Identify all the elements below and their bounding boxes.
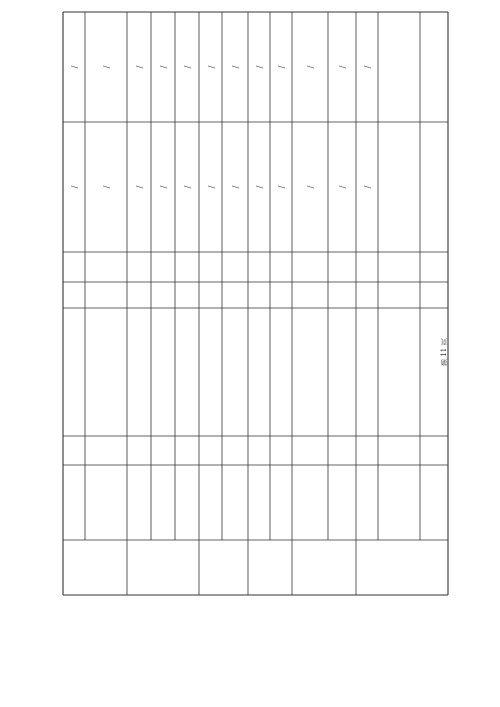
monitoring-point-label — [127, 540, 199, 595]
empty-mark: / — [206, 185, 215, 189]
empty-mark: / — [362, 65, 372, 69]
empty-mark: / — [337, 185, 347, 189]
parameter-cell — [175, 465, 199, 540]
parameter-cell — [292, 465, 328, 540]
method-cell — [248, 252, 270, 282]
limit-cell — [222, 282, 248, 308]
empty-mark: / — [230, 65, 240, 69]
empty-mark: / — [182, 65, 192, 69]
page-number: 第 11 页 — [440, 338, 448, 366]
empty-mark: / — [276, 185, 286, 189]
empty-mark: / — [69, 65, 79, 69]
limit-cell — [175, 282, 199, 308]
monitoring-point-label — [356, 540, 378, 595]
method-cell — [270, 252, 292, 282]
empty-mark: / — [230, 185, 240, 189]
parameter-cell — [248, 465, 270, 540]
limit-cell — [127, 282, 151, 308]
method-cell — [151, 252, 175, 282]
empty-mark: / — [101, 185, 111, 189]
empty-mark: / — [101, 65, 111, 69]
limit-cell — [270, 282, 292, 308]
empty-mark: / — [134, 185, 144, 189]
method-cell — [328, 252, 356, 282]
method-cell — [85, 252, 127, 282]
monitoring-point-label — [199, 540, 248, 595]
parameter-cell — [63, 465, 85, 540]
monitoring-point-label — [248, 540, 292, 595]
empty-mark: / — [254, 65, 264, 69]
parameter-cell — [270, 465, 292, 540]
empty-mark: / — [158, 65, 168, 69]
empty-mark: / — [276, 65, 286, 69]
method-cell — [199, 252, 222, 282]
empty-mark: / — [337, 65, 347, 69]
empty-mark: / — [254, 185, 264, 189]
parameter-cell — [127, 465, 151, 540]
limit-cell — [199, 282, 222, 308]
method-cell — [222, 252, 248, 282]
method-cell — [127, 252, 151, 282]
parameter-cell — [328, 465, 356, 540]
empty-mark: / — [182, 185, 192, 189]
empty-mark: / — [134, 65, 144, 69]
parameter-cell — [151, 465, 175, 540]
method-cell — [63, 252, 85, 282]
empty-mark: / — [206, 65, 215, 69]
method-cell — [356, 252, 378, 282]
parameter-cell — [356, 465, 378, 540]
limit-cell — [248, 282, 270, 308]
empty-mark: / — [158, 185, 168, 189]
limit-cell — [151, 282, 175, 308]
limit-cell — [63, 282, 85, 308]
limit-cell — [85, 282, 127, 308]
parameter-cell — [85, 465, 127, 540]
parameter-cell — [222, 465, 248, 540]
empty-mark: / — [69, 185, 79, 189]
method-cell — [292, 252, 328, 282]
empty-mark: / — [305, 65, 315, 69]
limit-cell — [328, 282, 356, 308]
monitoring-point-label — [292, 540, 356, 595]
limit-cell — [356, 282, 378, 308]
parameter-cell — [199, 465, 222, 540]
limit-cell — [292, 282, 328, 308]
empty-mark: / — [305, 185, 315, 189]
method-cell — [175, 252, 199, 282]
empty-mark: / — [362, 185, 372, 189]
